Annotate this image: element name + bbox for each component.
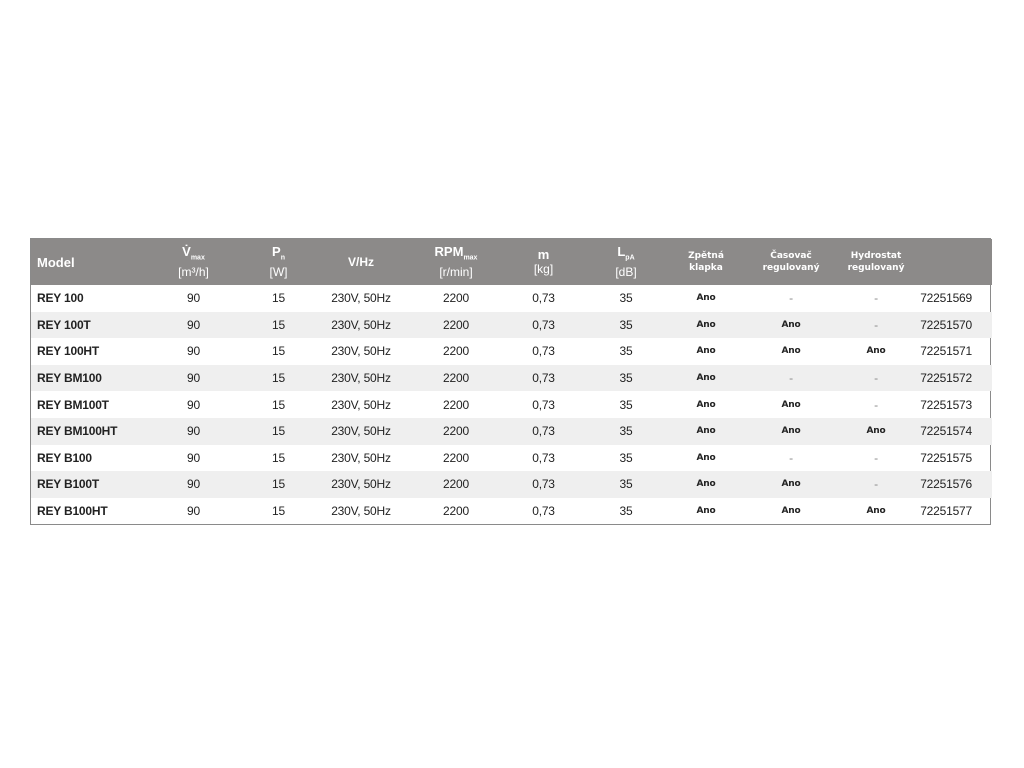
header-valve: Zpětná klapka: [688, 251, 724, 273]
cell-noise: 35: [619, 477, 633, 492]
cell-power: 15: [272, 450, 285, 465]
cell-valve: Ano: [696, 346, 716, 357]
cell-flow: 90: [187, 504, 200, 519]
table-row: [31, 498, 992, 525]
cell-noise: 35: [619, 424, 633, 439]
cell-mass: 0,73: [532, 424, 555, 439]
cell-noise: 35: [619, 504, 633, 519]
cell-hygrostat: Ano: [866, 506, 886, 517]
cell-model: REY 100: [37, 291, 84, 306]
cell-valve: Ano: [696, 319, 716, 330]
header-code: [916, 239, 992, 285]
cell-power: 15: [272, 371, 285, 386]
cell-code: 72251571: [920, 344, 972, 359]
cell-timer: -: [789, 450, 793, 465]
cell-code: 72251577: [920, 504, 972, 519]
cell-mass: 0,73: [532, 291, 555, 306]
header-voltage: V/Hz: [347, 254, 374, 269]
cell-timer: -: [789, 371, 793, 386]
cell-hygrostat: -: [874, 317, 878, 332]
cell-rpm: 2200: [443, 291, 469, 306]
cell-valve: Ano: [696, 399, 716, 410]
cell-code: 72251576: [920, 477, 972, 492]
cell-code: 72251569: [920, 291, 972, 306]
cell-model: REY BM100T: [37, 397, 109, 412]
cell-noise: 35: [619, 291, 633, 306]
cell-timer: Ano: [781, 399, 801, 410]
cell-code: 72251573: [920, 397, 972, 412]
cell-flow: 90: [187, 317, 200, 332]
cell-timer: -: [789, 291, 793, 306]
table-row: [31, 391, 992, 418]
cell-valve: Ano: [696, 452, 716, 463]
cell-code: 72251572: [920, 371, 972, 386]
cell-power: 15: [272, 397, 285, 412]
cell-voltage: 230V, 50Hz: [331, 317, 391, 332]
cell-mass: 0,73: [532, 371, 555, 386]
table-row: [31, 445, 992, 472]
cell-flow: 90: [187, 397, 200, 412]
cell-flow: 90: [187, 291, 200, 306]
cell-noise: 35: [619, 450, 633, 465]
table-row: [31, 365, 992, 392]
cell-valve: Ano: [696, 479, 716, 490]
cell-voltage: 230V, 50Hz: [331, 504, 391, 519]
cell-power: 15: [272, 504, 285, 519]
cell-valve: Ano: [696, 506, 716, 517]
cell-hygrostat: -: [874, 397, 878, 412]
cell-power: 15: [272, 291, 285, 306]
cell-noise: 35: [619, 317, 633, 332]
cell-model: REY 100T: [37, 317, 91, 332]
cell-model: REY 100HT: [37, 344, 100, 359]
cell-timer: Ano: [781, 346, 801, 357]
spec-table: [30, 238, 991, 525]
header-timer: Časovač regulovaný: [762, 251, 820, 273]
cell-rpm: 2200: [443, 504, 469, 519]
cell-hygrostat: Ano: [866, 426, 886, 437]
table-row: [31, 338, 992, 365]
cell-hygrostat: Ano: [866, 346, 886, 357]
header-mass: m [kg]: [533, 247, 554, 276]
cell-model: REY BM100HT: [37, 424, 118, 439]
cell-timer: Ano: [781, 426, 801, 437]
cell-flow: 90: [187, 424, 200, 439]
cell-code: 72251575: [920, 450, 972, 465]
header-hygrostat: Hydrostat regulovaný: [847, 251, 905, 273]
cell-noise: 35: [619, 397, 633, 412]
table-row: [31, 285, 992, 312]
cell-flow: 90: [187, 344, 200, 359]
cell-model: REY B100HT: [37, 504, 108, 519]
cell-noise: 35: [619, 344, 633, 359]
cell-voltage: 230V, 50Hz: [331, 477, 391, 492]
cell-power: 15: [272, 344, 285, 359]
cell-valve: Ano: [696, 293, 716, 304]
cell-code: 72251574: [920, 424, 972, 439]
cell-flow: 90: [187, 371, 200, 386]
header-power: $P_n$ [W]: [269, 243, 288, 280]
cell-hygrostat: -: [874, 477, 878, 492]
cell-mass: 0,73: [532, 317, 555, 332]
cell-model: REY BM100: [37, 371, 102, 386]
cell-rpm: 2200: [443, 344, 469, 359]
cell-power: 15: [272, 477, 285, 492]
cell-flow: 90: [187, 450, 200, 465]
cell-hygrostat: -: [874, 371, 878, 386]
header-model: Model: [37, 254, 75, 270]
cell-rpm: 2200: [443, 397, 469, 412]
cell-mass: 0,73: [532, 477, 555, 492]
cell-voltage: 230V, 50Hz: [331, 291, 391, 306]
header-row: [31, 239, 992, 285]
table-row: [31, 418, 992, 445]
cell-voltage: 230V, 50Hz: [331, 397, 391, 412]
cell-voltage: 230V, 50Hz: [331, 344, 391, 359]
cell-voltage: 230V, 50Hz: [331, 450, 391, 465]
cell-mass: 0,73: [532, 504, 555, 519]
cell-rpm: 2200: [443, 317, 469, 332]
cell-rpm: 2200: [443, 450, 469, 465]
cell-power: 15: [272, 317, 285, 332]
cell-power: 15: [272, 424, 285, 439]
cell-mass: 0,73: [532, 450, 555, 465]
cell-voltage: 230V, 50Hz: [331, 371, 391, 386]
cell-timer: Ano: [781, 319, 801, 330]
header-flow: $V̇_{max}$ [m³/h]: [178, 243, 209, 280]
cell-flow: 90: [187, 477, 200, 492]
cell-mass: 0,73: [532, 397, 555, 412]
cell-noise: 35: [619, 371, 633, 386]
cell-timer: Ano: [781, 479, 801, 490]
cell-code: 72251570: [920, 317, 972, 332]
header-rpm: $RPM_{max}$ [r/min]: [434, 243, 478, 280]
cell-timer: Ano: [781, 506, 801, 517]
cell-voltage: 230V, 50Hz: [331, 424, 391, 439]
cell-hygrostat: -: [874, 291, 878, 306]
cell-valve: Ano: [696, 373, 716, 384]
header-noise: $L_{pA}$ [dB]: [615, 243, 637, 280]
cell-model: REY B100T: [37, 477, 100, 492]
table-row: [31, 312, 992, 339]
cell-hygrostat: -: [874, 450, 878, 465]
table-row: [31, 471, 992, 498]
cell-rpm: 2200: [443, 371, 469, 386]
cell-mass: 0,73: [532, 344, 555, 359]
cell-rpm: 2200: [443, 477, 469, 492]
cell-valve: Ano: [696, 426, 716, 437]
cell-model: REY B100: [37, 450, 92, 465]
cell-rpm: 2200: [443, 424, 469, 439]
